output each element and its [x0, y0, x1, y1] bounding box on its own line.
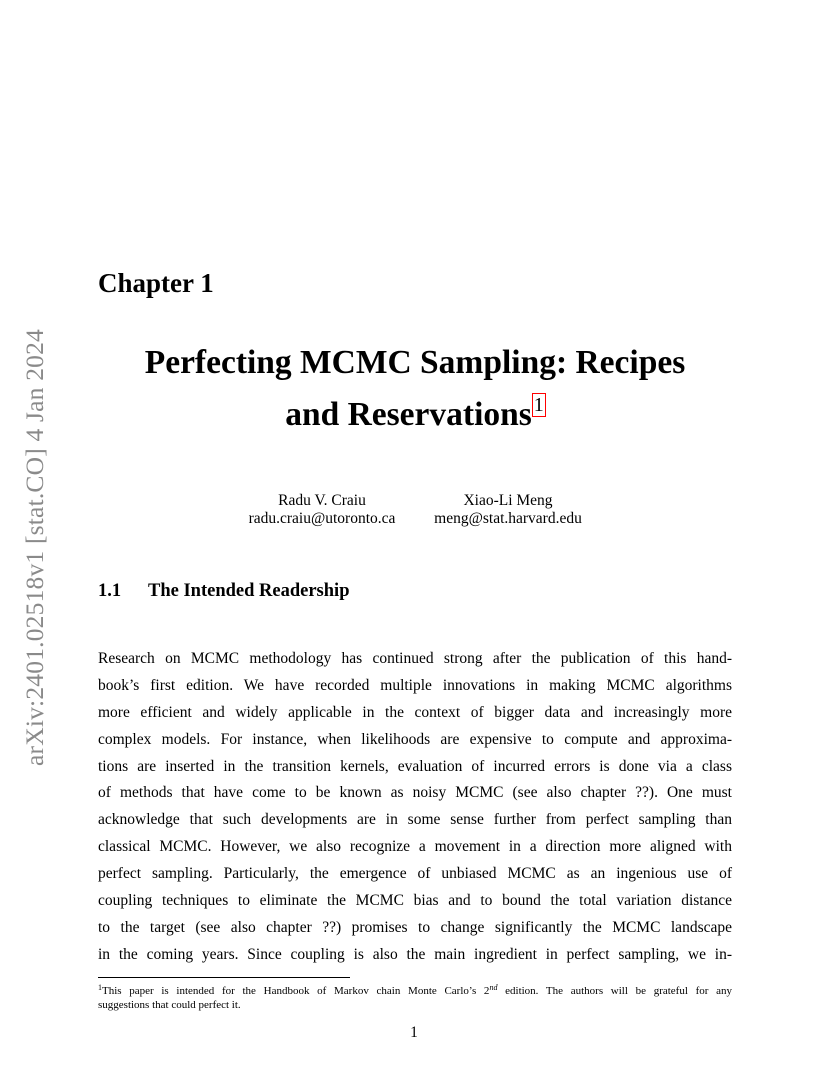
author-1: [238, 492, 406, 528]
footnote-text-continued: edition. The authors will be grateful for any: [497, 985, 732, 997]
author-email: meng@stat.harvard.edu: [434, 510, 582, 527]
footnote-marker: 1: [98, 983, 102, 992]
body-line: tions are inserted in the transition kernels, evaluation of incurred errors is done via a class: [98, 757, 732, 775]
section-title: The Intended Readership: [148, 581, 350, 601]
body-line: perfect sampling. Particularly, the emergence of unbiased MCMC as an ingenious use of: [98, 865, 732, 883]
footnote-text: This paper is intended for the Handbook of Markov chain Monte Carlo’s 2: [102, 985, 490, 997]
title-line-2-text: and Reservations: [285, 396, 532, 433]
arxiv-identifier-stamp: arXiv:2401.02518v1 [stat.CO] 4 Jan 2024: [20, 328, 49, 766]
body-line: Research on MCMC methodology has continued strong after the publication of this hand-: [98, 650, 732, 667]
body-line: to the target (see also chapter ??) promises to change significantly the MCMC landscape: [98, 918, 732, 936]
body-line: of methods that have come to be known as noisy MCMC (see also chapter ??). One must: [98, 784, 732, 802]
title-line-1: Perfecting MCMC Sampling: Recipes: [144, 344, 686, 381]
footnote-line-1: [98, 981, 732, 999]
body-line: coupling techniques to eliminate the MCMC bias and to bound the total variation distance: [98, 892, 732, 910]
title-line-2: [98, 384, 732, 436]
body-line: more efficient and widely applicable in the context of bigger data and increasingly more: [98, 703, 732, 721]
body-line: complex models. For instance, when likelihoods are expensive to compute and approxima-: [98, 730, 732, 748]
author-name: Radu V. Craiu: [278, 492, 366, 509]
author-name: Xiao-Li Meng: [463, 492, 553, 509]
author-email: radu.craiu@utoronto.ca: [248, 510, 396, 527]
page-number: 1: [410, 1024, 418, 1041]
title-footnote-link[interactable]: 1: [533, 394, 544, 416]
body-line: acknowledge that such developments are in some sense further from perfect sampling than: [98, 811, 732, 829]
footnote-divider: [98, 977, 350, 978]
chapter-label: Chapter 1: [98, 268, 214, 298]
body-line: book’s first edition. We have recorded multiple innovations in making MCMC algorithms: [98, 676, 732, 694]
footnote: [98, 981, 732, 1012]
footnote-superscript: nd: [489, 983, 498, 992]
body-line: classical MCMC. However, we also recognize a movement in a direction more aligned with: [98, 838, 732, 856]
author-2: [425, 492, 591, 528]
body-line: in the coming years. Since coupling is also the main ingredient in perfect sampling, we in-: [98, 945, 732, 963]
body-paragraph: [98, 646, 732, 969]
section-heading: [98, 581, 349, 602]
footnote-line-2: suggestions that could perfect it.: [98, 998, 241, 1011]
paper-title: [98, 342, 732, 436]
section-number: 1.1: [98, 581, 122, 601]
